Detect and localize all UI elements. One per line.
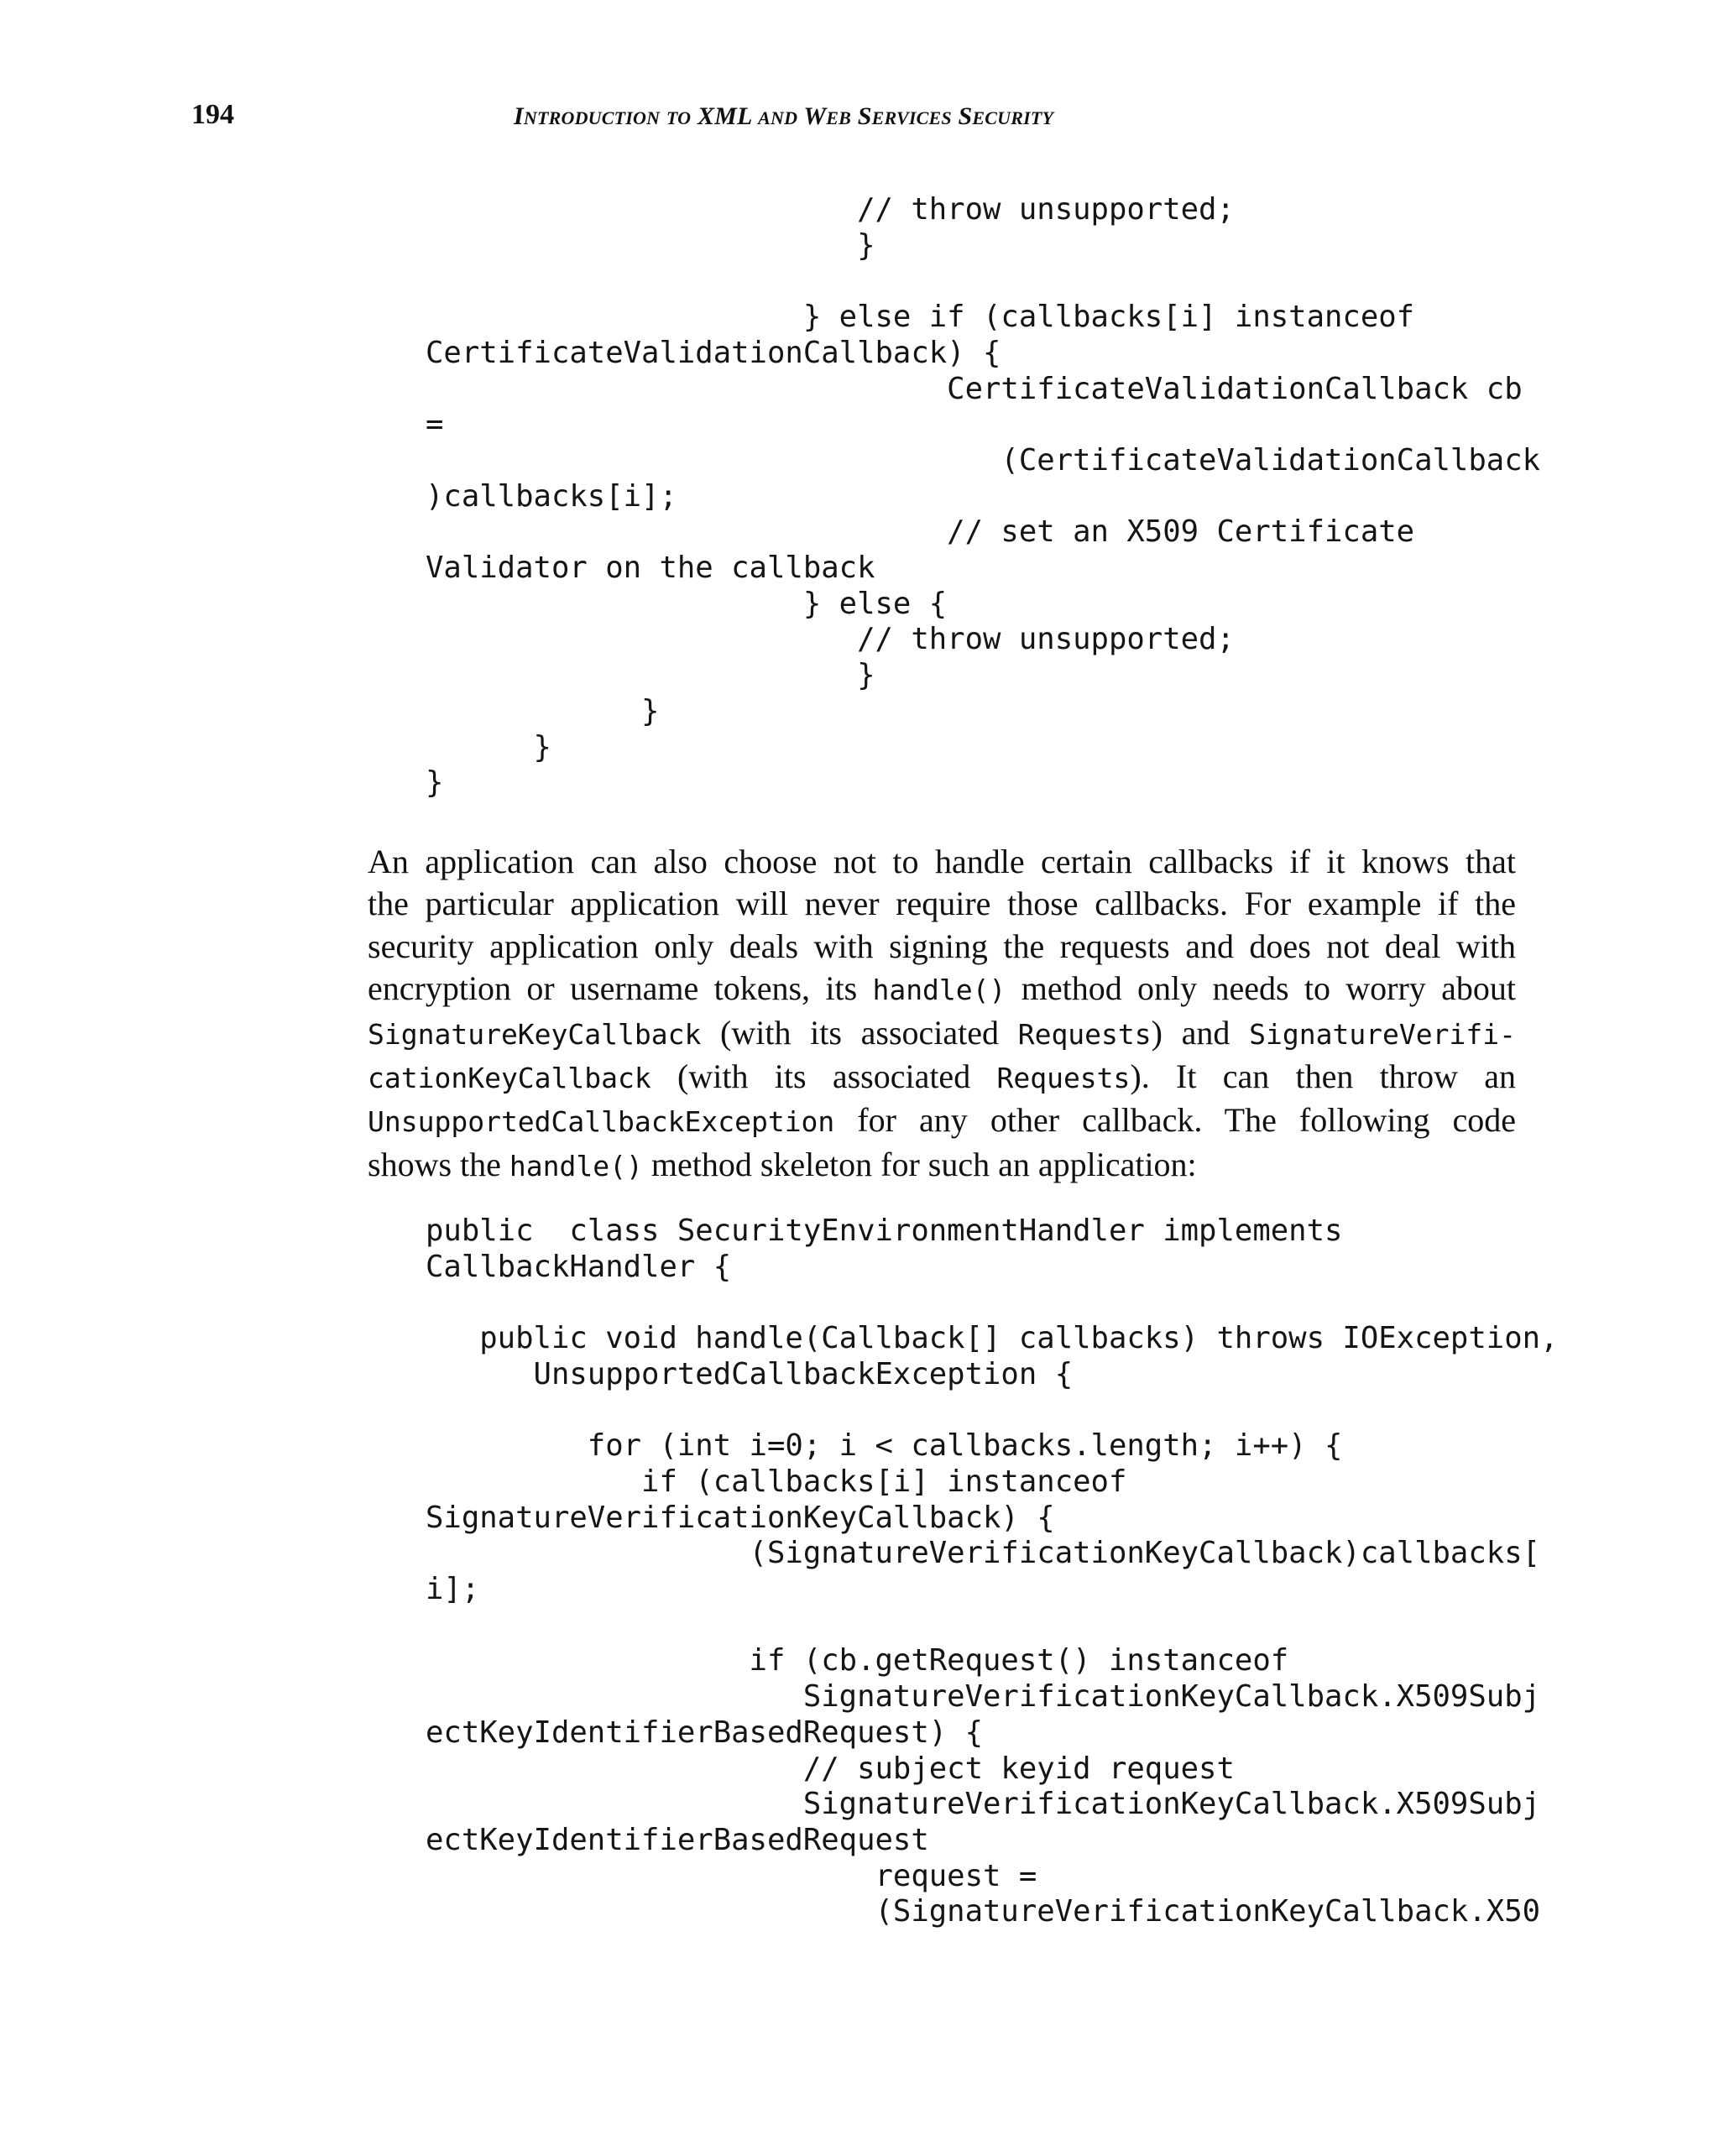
inline-code: handle() — [872, 974, 1006, 1007]
text-run: shows the — [368, 1145, 509, 1183]
inline-code: UnsupportedCallbackException — [368, 1105, 835, 1139]
text-run: security application only deals with signing the requests and does not deal with — [368, 927, 1516, 965]
running-head-word: NTRODUCTION — [523, 107, 661, 128]
running-head-word: S — [857, 102, 872, 130]
running-head-word: I — [514, 102, 524, 130]
running-head-word: S — [958, 102, 973, 130]
text-run: ). It can then throw an — [1130, 1057, 1516, 1096]
page-header — [0, 99, 1719, 141]
inline-code: SignatureKeyCallback — [368, 1017, 702, 1051]
body-paragraph — [368, 841, 1516, 1188]
paragraph-line — [368, 1012, 1516, 1056]
text-run: An application can also choose not to handle certain callbacks if it knows that — [368, 843, 1516, 880]
running-head-word: AND — [758, 107, 798, 128]
text-run: the particular application will never require those callbacks. For example if the — [368, 885, 1516, 923]
paragraph-line — [368, 1056, 1516, 1099]
running-head-word: EB — [826, 107, 851, 128]
running-head-word: TO — [666, 107, 692, 128]
paragraph-line — [368, 926, 1516, 968]
paragraph-line — [368, 841, 1516, 883]
running-head-word: ECURITY — [972, 107, 1054, 128]
paragraph-line — [368, 968, 1516, 1011]
text-run: method skeleton for such an application: — [642, 1145, 1197, 1183]
text-run: (with its associated — [701, 1013, 1018, 1052]
running-head-word: XML — [697, 102, 752, 130]
text-run: (with its associated — [651, 1057, 997, 1096]
paragraph-line — [368, 1099, 1516, 1143]
running-head — [514, 102, 1053, 131]
code-block-callback-handler-end: // throw unsupported; } } else if (callbacks[i] instanceof CertificateValidationCallback) { CertificateValidationCallback cb = (CertificateValidationCallback )callbacks[i]; // set an X509 Certificate Validator on the callback } else { // throw unsupported; } } } } — [426, 192, 1541, 801]
page-number: 194 — [191, 99, 234, 130]
inline-code: SignatureVerifi- — [1249, 1017, 1516, 1051]
paragraph-line — [368, 1144, 1516, 1188]
paragraph-line — [368, 883, 1516, 925]
inline-code: cationKeyCallback — [368, 1062, 651, 1095]
text-run: for any other callback. The following code — [834, 1101, 1516, 1140]
inline-code: Requests — [996, 1062, 1131, 1095]
running-head-word: ERVICES — [871, 107, 952, 128]
running-head-word: W — [803, 102, 827, 130]
inline-code: handle() — [509, 1149, 643, 1182]
text-run: encryption or username tokens, its — [368, 969, 873, 1008]
code-block-security-environment-handler: public class SecurityEnvironmentHandler implements CallbackHandler { public void handle(Callback[] callbacks) throws IOException, UnsupportedCallbackException { for (int i=0; i < callbacks.length; i++) { if (callbacks[i] instanceof SignatureVerificationKeyCallback) { (SignatureVerificationKeyCallback)callbacks[ i]; if (cb.getRequest() instanceof SignatureVerificationKeyCallback.X509Subj ectKeyIdentifierBasedRequest) { // subject keyid request SignatureVerificationKeyCallback.X509Subj ectKeyIdentifierBasedRequest request = (SignatureVerificationKeyCallback.X50 — [426, 1214, 1559, 1929]
text-run: ) and — [1151, 1013, 1250, 1052]
text-run: method only needs to worry about — [1006, 969, 1516, 1008]
inline-code: Requests — [1017, 1017, 1152, 1051]
